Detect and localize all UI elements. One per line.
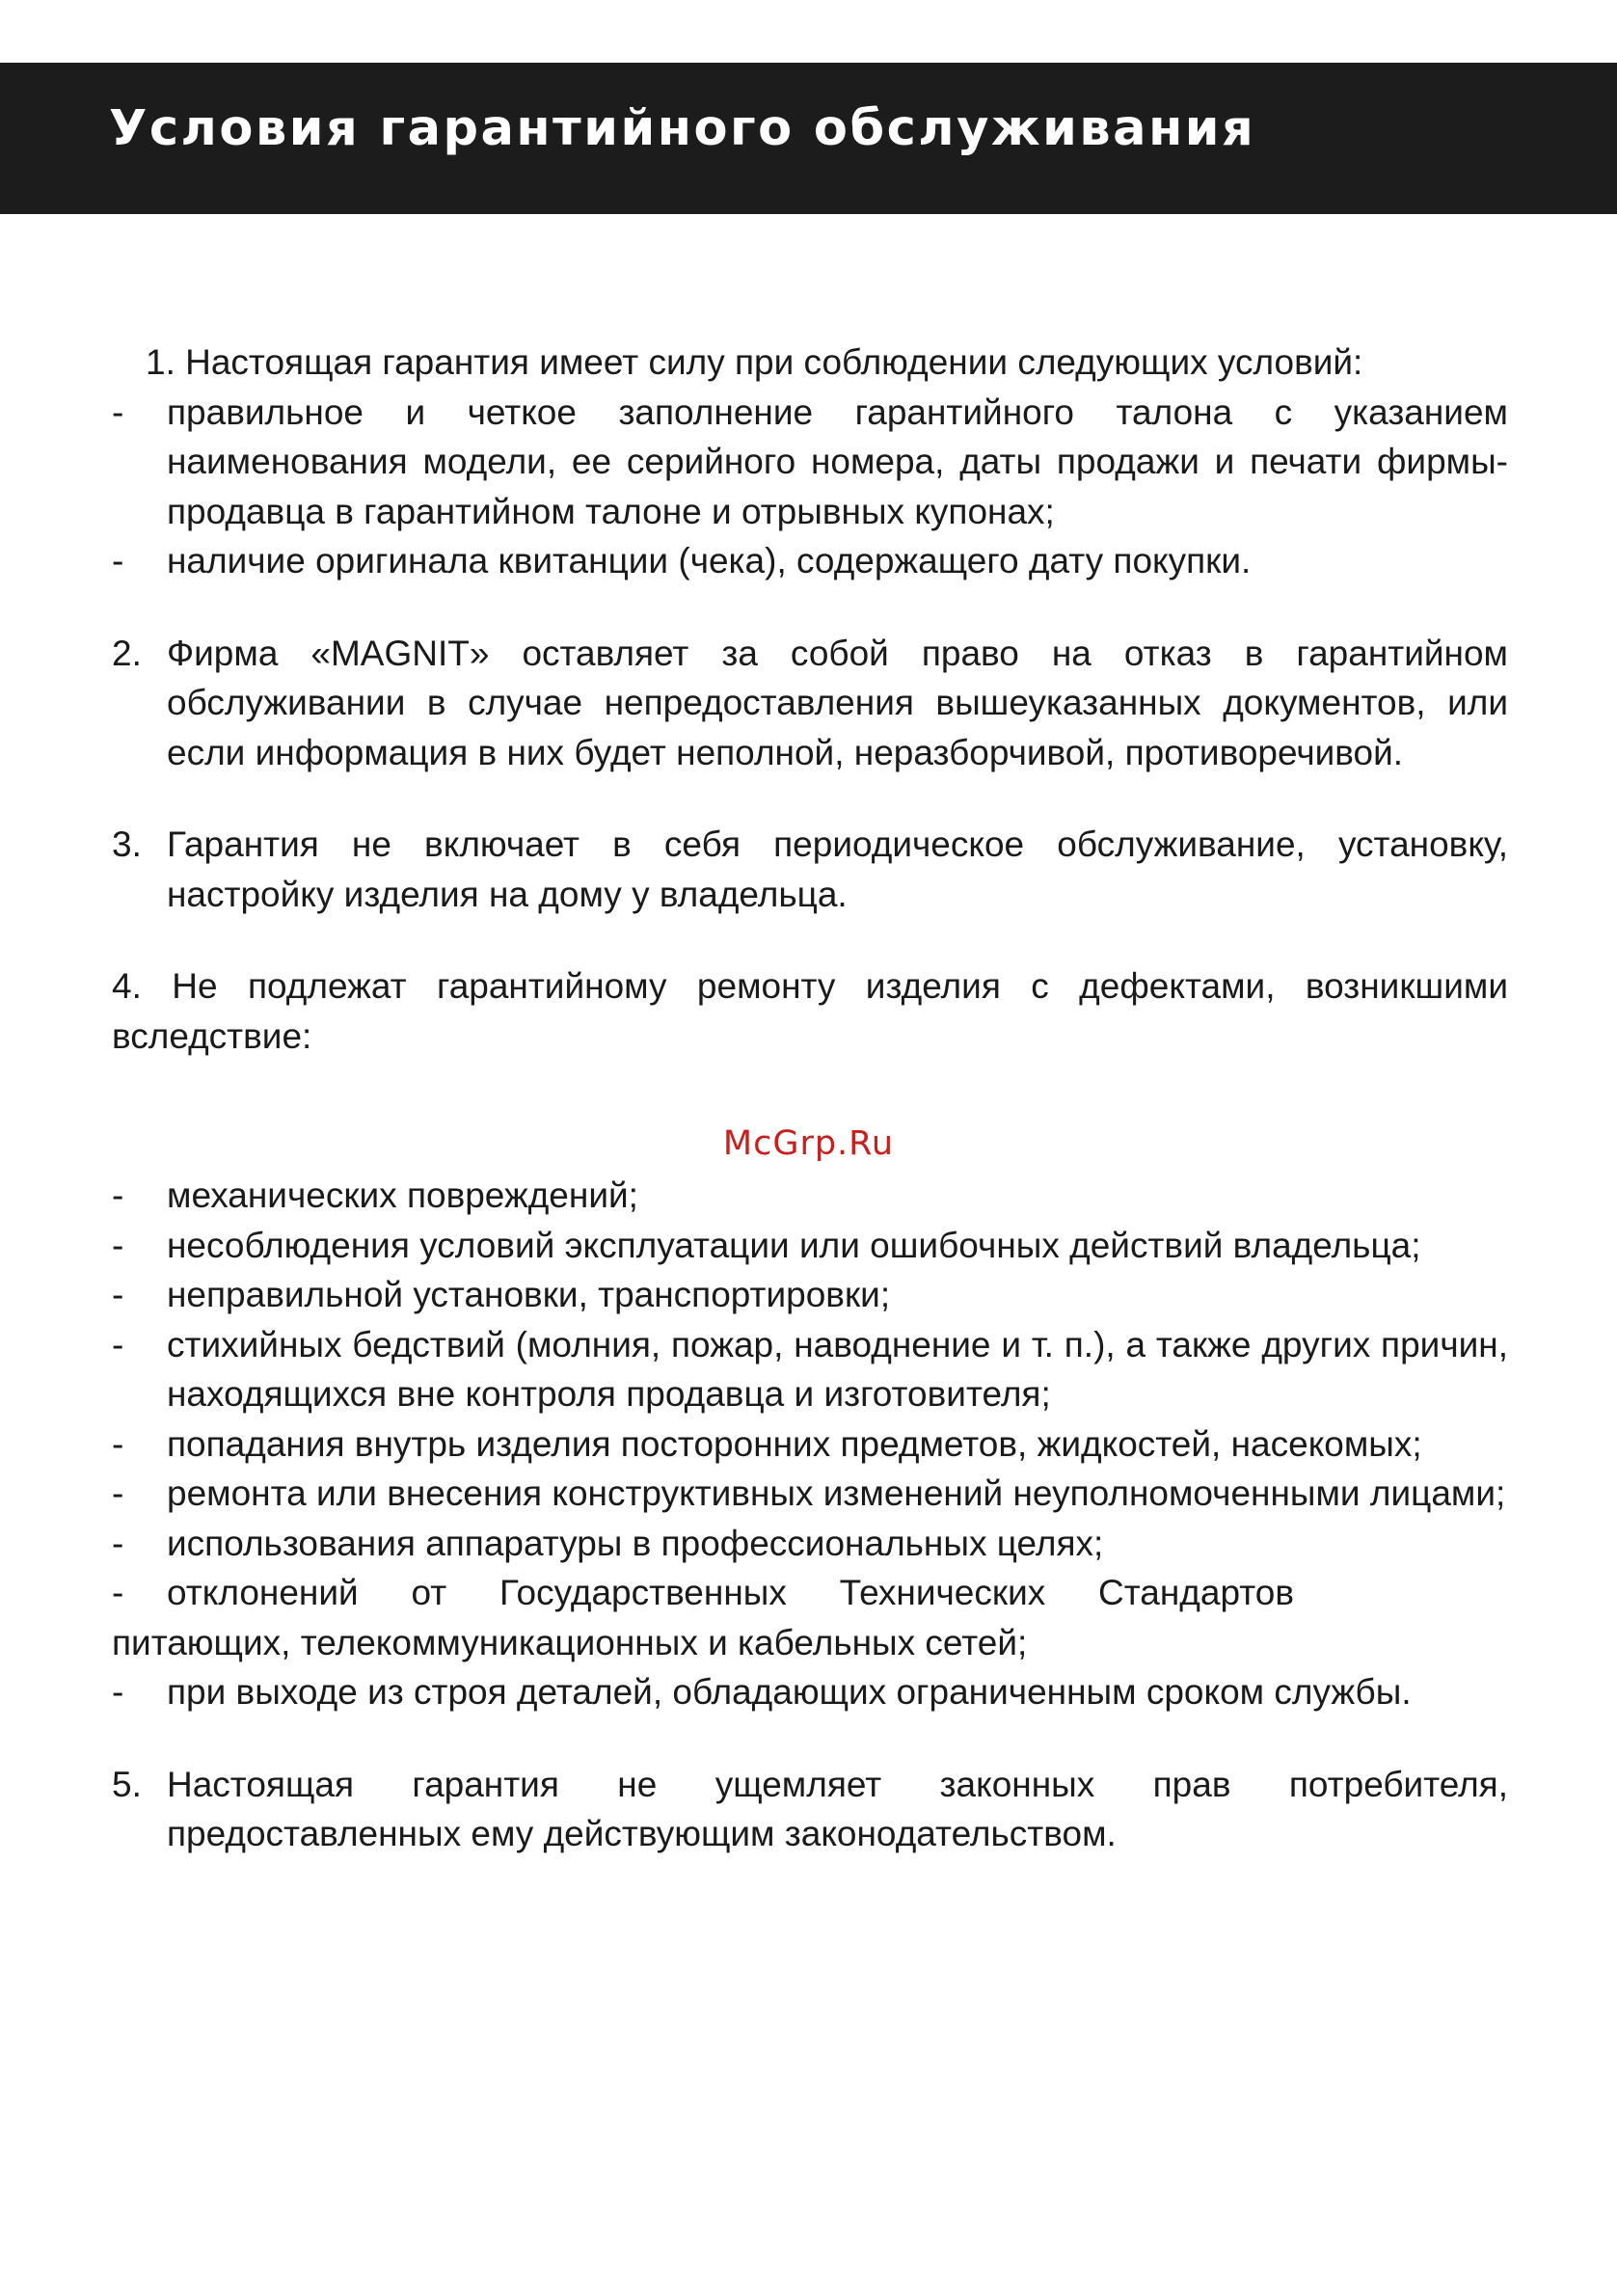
list-item-text: несоблюдения условий эксплуатации или ошибочных действий владельца; bbox=[167, 1225, 1421, 1265]
list-item-text: стихийных бедствий (молния, пожар, наводнение и т. п.), а также других причин, находящихся вне контроля продавца и изготовителя; bbox=[167, 1324, 1508, 1414]
watermark: McGrp.Ru bbox=[722, 1124, 895, 1163]
list-item-text: механических повреждений; bbox=[167, 1175, 638, 1215]
section-text: Гарантия не включает в себя периодическое обслуживание, установку, настройку изделия на дому у владельца. bbox=[167, 824, 1508, 914]
list-item-text: ремонта или внесения конструктивных изменений неуполномоченными лицами; bbox=[167, 1473, 1506, 1513]
list-item bbox=[112, 1419, 1508, 1470]
list-item-text: использования аппаратуры в профессиональных целях; bbox=[167, 1523, 1104, 1563]
list-item bbox=[112, 388, 1508, 537]
list-item bbox=[112, 1568, 1294, 1618]
document-body bbox=[112, 338, 1508, 1859]
section-text: Фирма «MAGNIT» оставляет за собой право на отказ в гарантийном обслуживании в случае непредоставления вышеуказанных документов, или если информация в них будет неполной, неразборчивой, противоречивой. bbox=[167, 633, 1508, 772]
list-item-continuation: питающих, телекоммуникационных и кабельных сетей; bbox=[112, 1622, 1028, 1662]
list-item bbox=[112, 1270, 1508, 1320]
list-item bbox=[112, 1320, 1508, 1419]
section-text: Настоящая гарантия не ущемляет законных прав потребителя, предоставленных ему действующим законодательством. bbox=[167, 1764, 1508, 1853]
list-item bbox=[112, 1519, 1508, 1569]
dash-marker: - bbox=[112, 1473, 124, 1513]
list-item-text: наличие оригинала квитанции (чека), содержащего дату покупки. bbox=[167, 541, 1252, 581]
dash-marker: - bbox=[112, 1672, 124, 1712]
section-number: 2. bbox=[112, 633, 142, 673]
list-item-text: при выходе из строя деталей, обладающих ограниченным сроком службы. bbox=[167, 1672, 1412, 1712]
section-number: 5. bbox=[112, 1764, 142, 1804]
list-item bbox=[112, 1667, 1508, 1717]
dash-marker: - bbox=[112, 1175, 124, 1215]
list-item bbox=[112, 1469, 1508, 1519]
dash-marker: - bbox=[112, 392, 124, 432]
section-4-intro: 4. Не подлежат гарантийному ремонту изделия с дефектами, возникшими вследствие: bbox=[112, 966, 1508, 1056]
section-5 bbox=[112, 1760, 1508, 1859]
list-item-text: попадания внутрь изделия посторонних предметов, жидкостей, насекомых; bbox=[167, 1423, 1422, 1464]
list-item-text: правильное и четкое заполнение гарантийного талона с указанием наименования модели, ее серийного номера, даты продажи и печати фирмы-продавца в гарантийном талоне и отрывных купонах; bbox=[167, 392, 1508, 531]
dash-marker: - bbox=[112, 1423, 124, 1464]
section-1-intro: 1. Настоящая гарантия имеет силу при соблюдении следующих условий: bbox=[146, 342, 1363, 382]
section-3 bbox=[112, 820, 1508, 919]
section-number: 3. bbox=[112, 824, 142, 864]
dash-marker: - bbox=[112, 1573, 124, 1612]
page-title: Условия гарантийного обслуживания bbox=[109, 100, 1256, 157]
dash-marker: - bbox=[112, 1275, 124, 1314]
dash-marker: - bbox=[112, 1523, 124, 1563]
list-item-text: отклонений от Государственных Технических Стандартов bbox=[167, 1573, 1294, 1612]
list-item-line bbox=[112, 1568, 1294, 1618]
list-item bbox=[112, 1171, 1508, 1221]
list-item-text: неправильной установки, транспортировки; bbox=[167, 1275, 891, 1314]
list-item bbox=[112, 1221, 1508, 1271]
dash-marker: - bbox=[112, 541, 124, 581]
dash-marker: - bbox=[112, 1324, 124, 1364]
dash-marker: - bbox=[112, 1225, 124, 1265]
list-item bbox=[112, 536, 1508, 586]
section-2 bbox=[112, 629, 1508, 778]
